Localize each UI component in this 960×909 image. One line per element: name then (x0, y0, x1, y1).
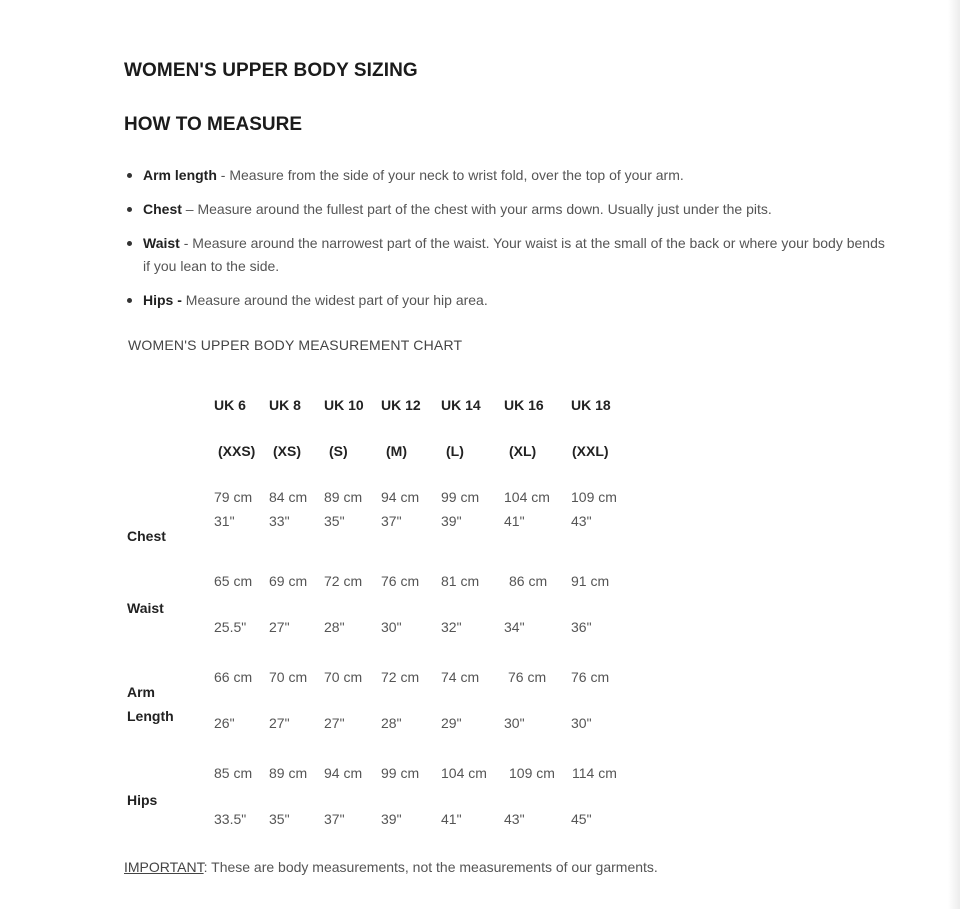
inch-value: 34" (504, 619, 525, 635)
inch-value: 43" (571, 513, 592, 529)
inch-value: 35" (269, 811, 290, 827)
cm-value: 74 cm (441, 669, 480, 685)
inch-value: 41" (504, 513, 525, 529)
size-code: (S) (329, 443, 348, 459)
inch-value: 33" (269, 513, 290, 529)
cm-value: 66 cm (214, 669, 253, 685)
size-code: (L) (446, 443, 464, 459)
inch-value: 39" (441, 513, 462, 529)
cm-value: 109 cm (509, 765, 555, 781)
size-header: UK 18 (571, 397, 611, 413)
size-header: UK 14 (441, 397, 481, 413)
instruction-term: Hips - (143, 292, 182, 308)
cm-value: 79 cm (214, 489, 253, 505)
instruction-separator: - (216, 167, 230, 183)
size-code: (XS) (273, 443, 301, 459)
instruction-text: Measure around the fullest part of the chest with your arms down. Usually just under the pits. (197, 201, 772, 217)
cm-value: 114 cm (572, 765, 617, 781)
cm-value: 84 cm (269, 489, 308, 505)
instruction-waist (127, 232, 888, 278)
size-code: (M) (386, 443, 407, 459)
size-header: UK 10 (324, 397, 364, 413)
measure-instructions (127, 164, 897, 312)
inch-value: 33.5" (214, 811, 247, 827)
inch-value: 28" (381, 715, 402, 731)
cm-value: 94 cm (324, 765, 363, 781)
cm-value: 109 cm (571, 489, 617, 505)
inch-value: 39" (381, 811, 402, 827)
instruction-chest (127, 198, 897, 221)
instruction-separator: - (179, 235, 193, 251)
cm-value: 89 cm (269, 765, 308, 781)
row-label-waist: Waist (127, 600, 164, 616)
inch-value: 30" (504, 715, 525, 731)
size-code: (XL) (509, 443, 537, 459)
instruction-term: Waist (143, 235, 180, 251)
cm-value: 72 cm (324, 573, 363, 589)
size-header: UK 16 (504, 397, 544, 413)
inch-value: 29" (441, 715, 462, 731)
inch-value: 26" (214, 715, 235, 731)
inch-value: 31" (214, 513, 235, 529)
cm-value: 99 cm (381, 765, 420, 781)
inch-value: 36" (571, 619, 592, 635)
row-label-arm-length: Arm Length (127, 684, 174, 724)
cm-value: 85 cm (214, 765, 253, 781)
cm-value: 94 cm (381, 489, 420, 505)
important-text: : These are body measurements, not the measurements of our garments. (203, 859, 658, 875)
size-header: UK 6 (214, 397, 246, 413)
instruction-arm-length (127, 164, 897, 187)
inch-value: 41" (441, 811, 462, 827)
instruction-text: Measure around the widest part of your hip area. (185, 292, 488, 308)
page-title: WOMEN'S UPPER BODY SIZING (124, 60, 418, 81)
row-label-hips: Hips (127, 792, 158, 808)
inch-value: 37" (324, 811, 345, 827)
inch-value: 32" (441, 619, 462, 635)
cm-value: 70 cm (269, 669, 308, 685)
inch-value: 43" (504, 811, 525, 827)
cm-value: 69 cm (269, 573, 308, 589)
cm-value: 76 cm (508, 669, 547, 685)
cm-value: 72 cm (381, 669, 420, 685)
cm-value: 70 cm (324, 669, 363, 685)
size-code: (XXL) (572, 443, 609, 459)
cm-value: 76 cm (381, 573, 420, 589)
section-heading: HOW TO MEASURE (124, 114, 303, 135)
inch-value: 37" (381, 513, 402, 529)
inch-value: 45" (571, 811, 592, 827)
size-code: (XXS) (218, 443, 256, 459)
cm-value: 81 cm (441, 573, 480, 589)
cm-value: 89 cm (324, 489, 363, 505)
inch-value: 28" (324, 619, 345, 635)
instruction-separator: – (181, 201, 198, 217)
instruction-text: Measure around the narrowest part of the waist. Your waist is at the small of the back or where your body bends if you lean to the side. (143, 235, 885, 274)
inch-value: 27" (269, 715, 290, 731)
cm-value: 104 cm (441, 765, 487, 781)
inch-value: 30" (381, 619, 402, 635)
cm-value: 65 cm (214, 573, 253, 589)
cm-value: 86 cm (509, 573, 548, 589)
inch-value: 27" (269, 619, 290, 635)
inch-value: 30" (571, 715, 592, 731)
inch-value: 35" (324, 513, 345, 529)
cm-value: 76 cm (571, 669, 610, 685)
inch-value: 27" (324, 715, 345, 731)
chart-title: WOMEN'S UPPER BODY MEASUREMENT CHART (128, 337, 463, 353)
row-label-chest: Chest (127, 528, 166, 544)
instruction-term: Arm length (143, 167, 217, 183)
instruction-term: Chest (143, 201, 182, 217)
size-header: UK 8 (269, 397, 301, 413)
instruction-hips (127, 289, 897, 312)
important-label: IMPORTANT (124, 859, 204, 875)
instruction-text: Measure from the side of your neck to wrist fold, over the top of your arm. (229, 167, 684, 183)
cm-value: 104 cm (504, 489, 550, 505)
page-edge-shadow (948, 0, 960, 909)
cm-value: 99 cm (441, 489, 480, 505)
inch-value: 25.5" (214, 619, 247, 635)
size-header: UK 12 (381, 397, 421, 413)
cm-value: 91 cm (571, 573, 610, 589)
important-note (124, 859, 658, 875)
